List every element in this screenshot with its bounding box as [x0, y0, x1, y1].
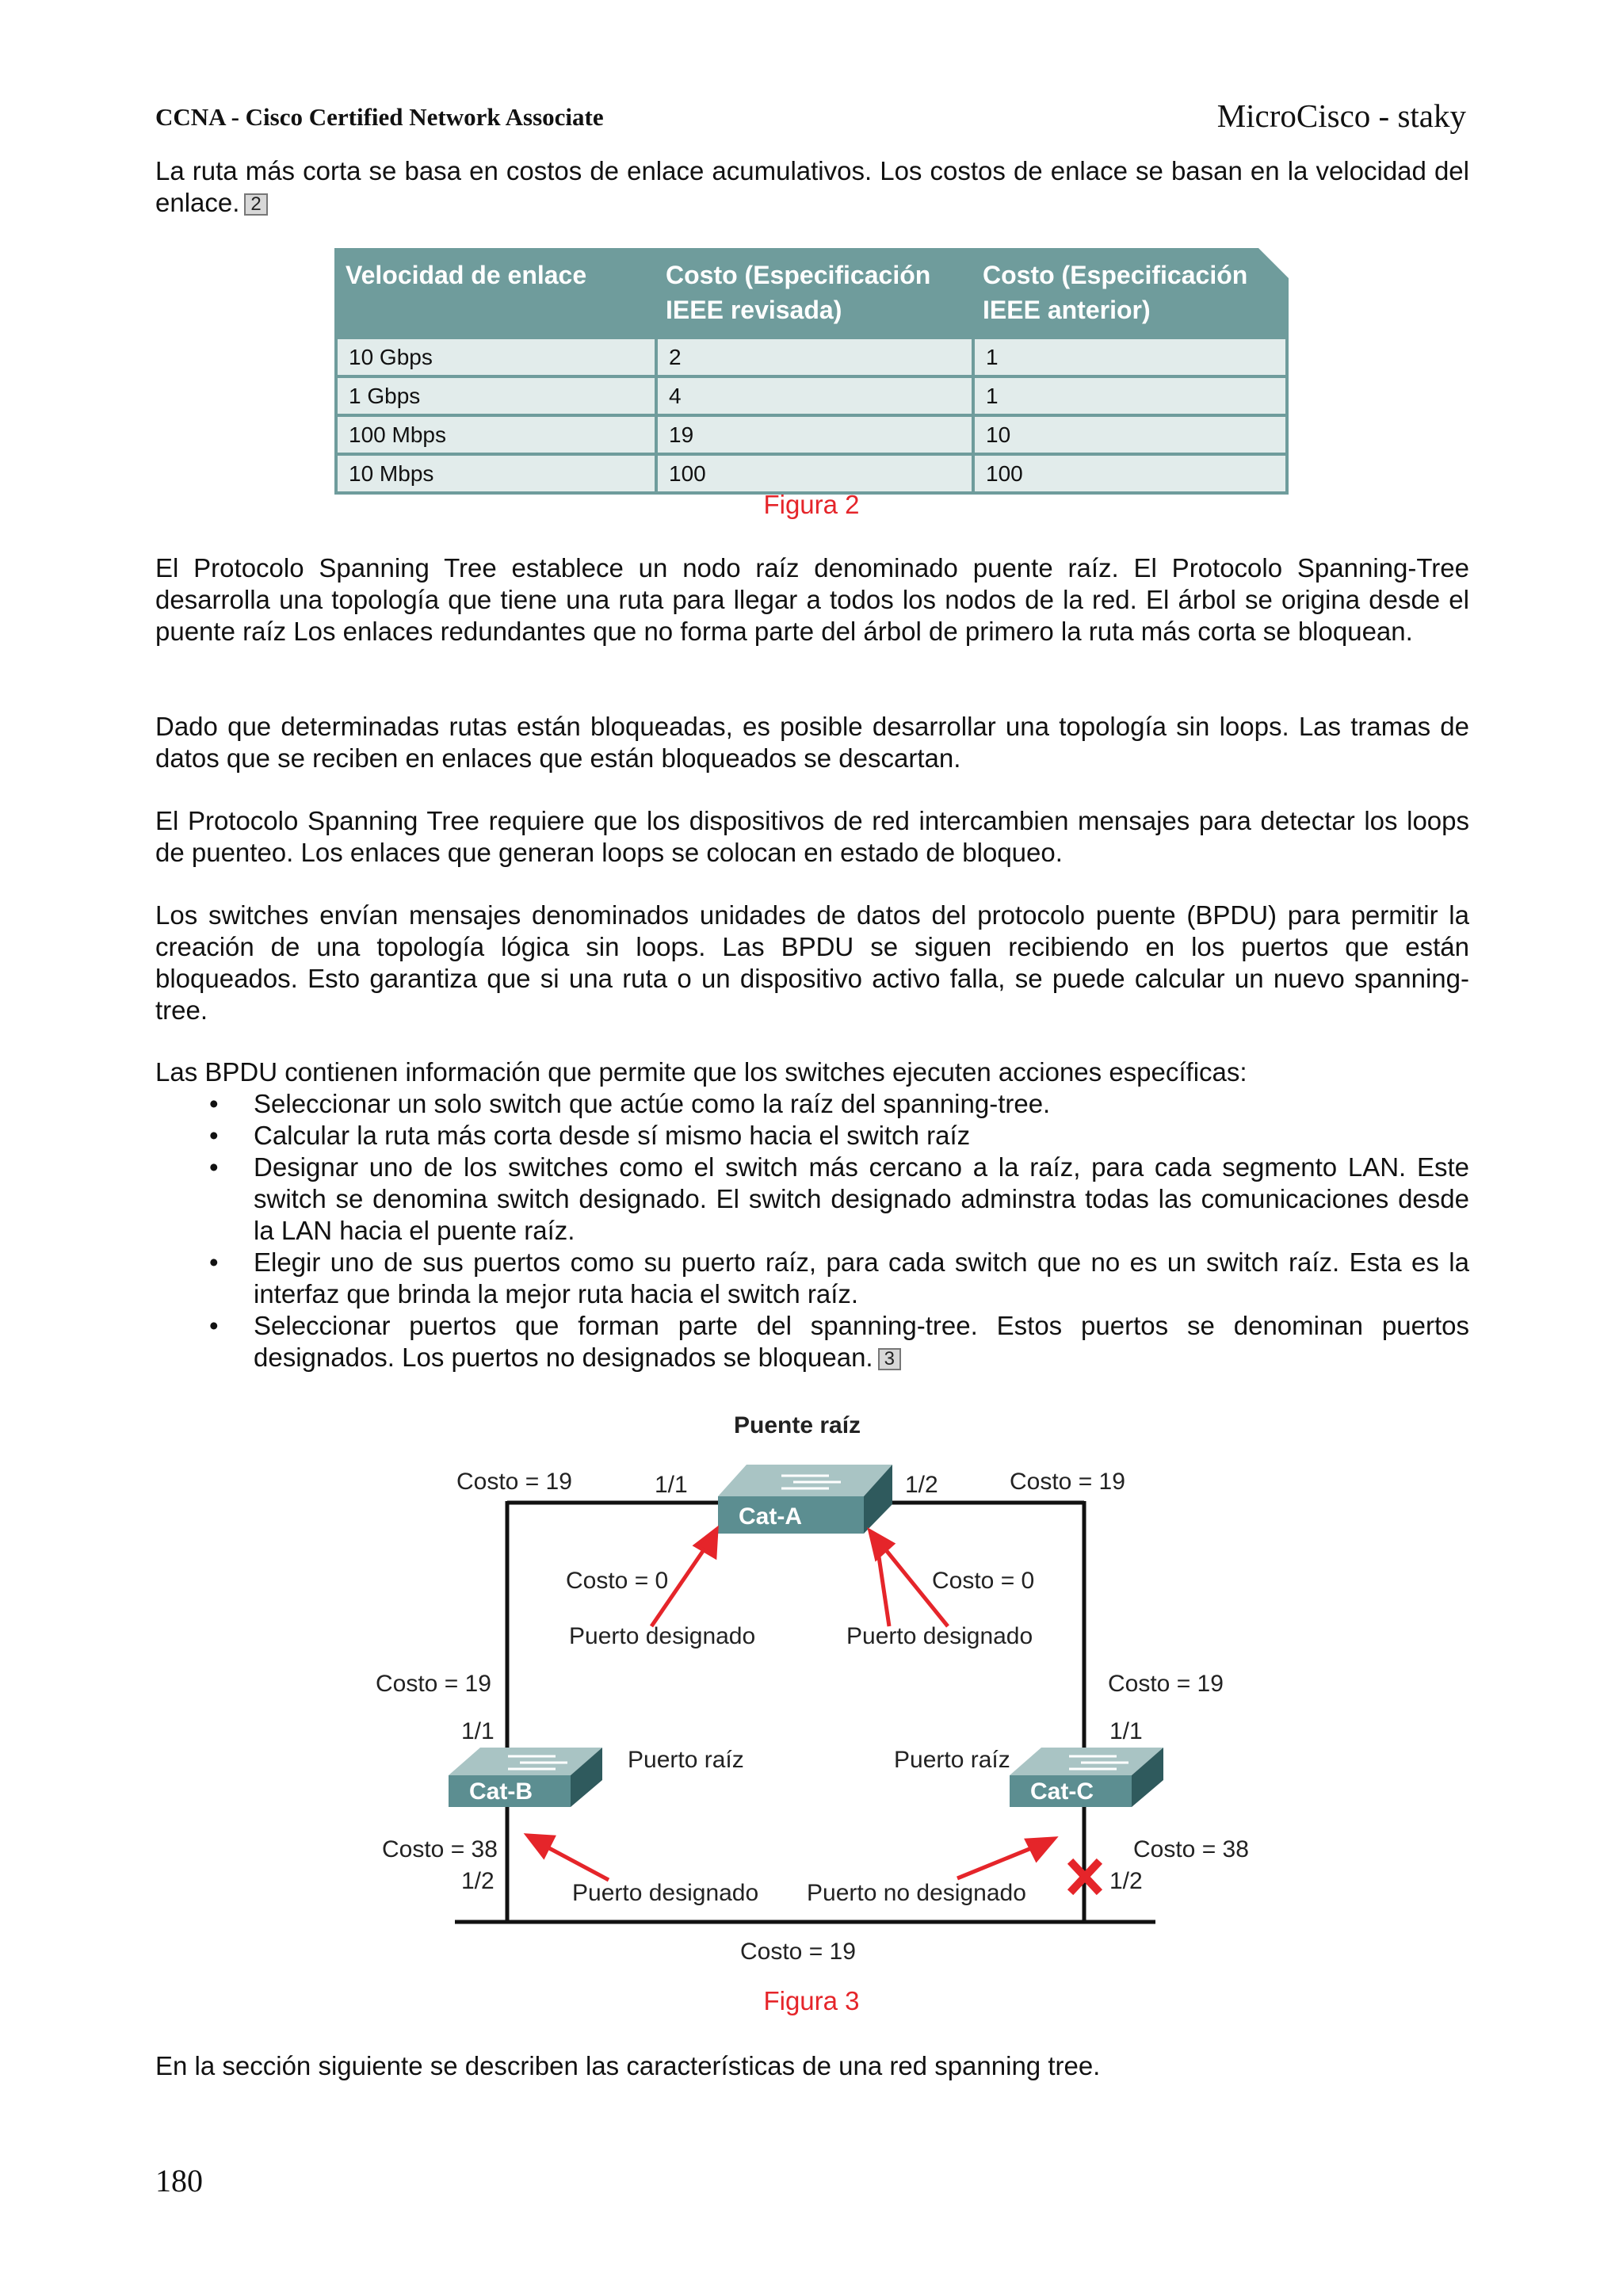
table-header-corner [1258, 248, 1289, 278]
paragraph-blocked-paths: Dado que determinadas rutas están bloqueadas, es posible desarrollar una topología sin loops. Las tramas de datos que se reciben en enlaces que están bloqueados se descartan. [155, 712, 1469, 773]
table-header-speed: Velocidad de enlace [346, 261, 587, 289]
table-cell: 100 Mbps [338, 417, 658, 453]
cost-a-right-port: Costo = 0 [932, 1568, 1035, 1594]
switch-cat-c[interactable] [1010, 1748, 1163, 1807]
root-port-c: Puerto raíz [894, 1747, 1010, 1773]
switch-cat-b[interactable] [449, 1748, 602, 1807]
cost-a-left-port: Costo = 0 [566, 1568, 669, 1594]
designated-port-bottom: Puerto designado [572, 1880, 759, 1906]
root-port-b: Puerto raíz [628, 1747, 744, 1773]
table-cell: 10 [986, 422, 1011, 447]
port-b-bottom: 1/2 [461, 1868, 495, 1894]
bpdu-list [155, 1056, 1469, 1373]
cost-right-link: Costo = 19 [1108, 1671, 1224, 1697]
cost-b-bottom: Costo = 38 [382, 1836, 498, 1862]
cost-top-right: Costo = 19 [1010, 1469, 1125, 1495]
spanning-tree-diagram [369, 1403, 1257, 1981]
paragraph-loop-detection: El Protocolo Spanning Tree requiere que los dispositivos de red intercambien mensajes para detectar los loops de puenteo. Los enlaces que generan loops se colocan en estado de bloqueo. [155, 806, 1469, 867]
table-row [338, 378, 1285, 417]
list-item: • Designar uno de los switches como el switch más cercano a la raíz, para cada segmento LAN. Este switch se denomina switch designado. El switch designado adminstra todas las comunicaciones desde la LAN hacia el puente raíz. [155, 1152, 1469, 1247]
table-header-cost-revised: Costo (Especificación IEEE revisada) [666, 261, 931, 324]
header-title: CCNA - Cisco Certified Network Associate [155, 103, 604, 131]
table-header-cost-previous: Costo (Especificación IEEE anterior) [983, 261, 1248, 324]
table-row [338, 456, 1285, 495]
cost-top-left: Costo = 19 [456, 1469, 572, 1495]
designated-port-right: Puerto designado [846, 1623, 1033, 1649]
switch-a-label: Cat-A [739, 1503, 802, 1530]
network-links [455, 1501, 1155, 1922]
cost-left-link: Costo = 19 [376, 1671, 491, 1697]
cost-bottom: Costo = 19 [740, 1939, 856, 1965]
cost-c-bottom: Costo = 38 [1133, 1836, 1249, 1862]
figure-2-caption: Figura 2 [763, 490, 860, 519]
intro-paragraph [155, 155, 1469, 219]
port-c-top: 1/1 [1109, 1718, 1143, 1744]
table-row [338, 337, 1285, 378]
figure-3-caption: Figura 3 [763, 1986, 860, 2015]
figure-ref-3[interactable]: 3 [878, 1348, 901, 1370]
designated-port-left: Puerto designado [569, 1623, 756, 1649]
diagram-title: Puente raíz [734, 1412, 861, 1438]
switch-cat-a[interactable] [718, 1465, 892, 1534]
list-item: • Seleccionar un solo switch que actúe como la raíz del spanning-tree. [155, 1088, 1469, 1120]
switch-c-label: Cat-C [1030, 1778, 1094, 1805]
table-row [338, 417, 1285, 456]
table-cell: 19 [658, 417, 975, 453]
table-cell: 10 Gbps [338, 339, 658, 375]
table-cell: 100 [658, 456, 975, 491]
table-body [334, 337, 1289, 495]
table-cell: 1 [986, 345, 999, 369]
figure-ref-2[interactable]: 2 [244, 193, 267, 216]
list-item: • Calcular la ruta más corta desde sí mismo hacia el switch raíz [155, 1120, 1469, 1152]
table-cell: 4 [658, 378, 975, 414]
port-c-bottom: 1/2 [1109, 1868, 1143, 1894]
table-cell: 1 [986, 384, 999, 408]
link-cost-table [334, 248, 1289, 495]
header-author: MicroCisco - staky [1216, 97, 1466, 134]
table-cell: 100 [986, 461, 1023, 486]
table-cell: 10 Mbps [338, 456, 658, 491]
switch-b-label: Cat-B [469, 1778, 533, 1805]
intro-text: La ruta más corta se basa en costos de enlace acumulativos. Los costos de enlace se basan en la velocidad del enlace. [155, 156, 1469, 217]
list-item [155, 1310, 1469, 1373]
list-intro: Las BPDU contienen información que permite que los switches ejecuten acciones específicas: [155, 1057, 1247, 1087]
page-number: 180 [155, 2163, 203, 2199]
bpdu-actions-list [155, 1088, 1469, 1373]
port-a-left: 1/1 [655, 1472, 688, 1498]
paragraph-bpdu: Los switches envían mensajes denominados unidades de datos del protocolo puente (BPDU) para permitir la creación de una topología lógica sin loops. Las BPDU se siguen recibiendo en los puertos que están bloqueados. Esto garantiza que si una ruta o un dispositivo activo falla, se puede calcular un nuevo spanning-tree. [155, 900, 1469, 1025]
port-a-right: 1/2 [905, 1472, 938, 1498]
list-item: • Elegir uno de sus puertos como su puerto raíz, para cada switch que no es un switch raíz. Esta es la interfaz que brinda la mejor ruta hacia el switch raíz. [155, 1247, 1469, 1310]
paragraph-root-bridge: El Protocolo Spanning Tree establece un nodo raíz denominado puente raíz. El Protocolo Spanning-Tree desarrolla una topología que tiene una ruta para llegar a todos los nodos de la red. El árbol se origina desde el puente raíz Los enlaces redundantes que no forma parte del árbol de primero la ruta más corta se bloquean. [155, 553, 1469, 646]
list-item-text: Seleccionar puertos que forman parte del spanning-tree. Estos puertos se denominan puertos designados. Los puertos no designados se bloquean. [254, 1311, 1469, 1372]
table-cell: 1 Gbps [338, 378, 658, 414]
closing-paragraph: En la sección siguiente se describen las características de una red spanning tree. [155, 2051, 1101, 2080]
table-cell: 2 [658, 339, 975, 375]
non-designated-port: Puerto no designado [807, 1880, 1026, 1906]
table-header [334, 248, 1289, 337]
port-b-top: 1/1 [461, 1718, 495, 1744]
